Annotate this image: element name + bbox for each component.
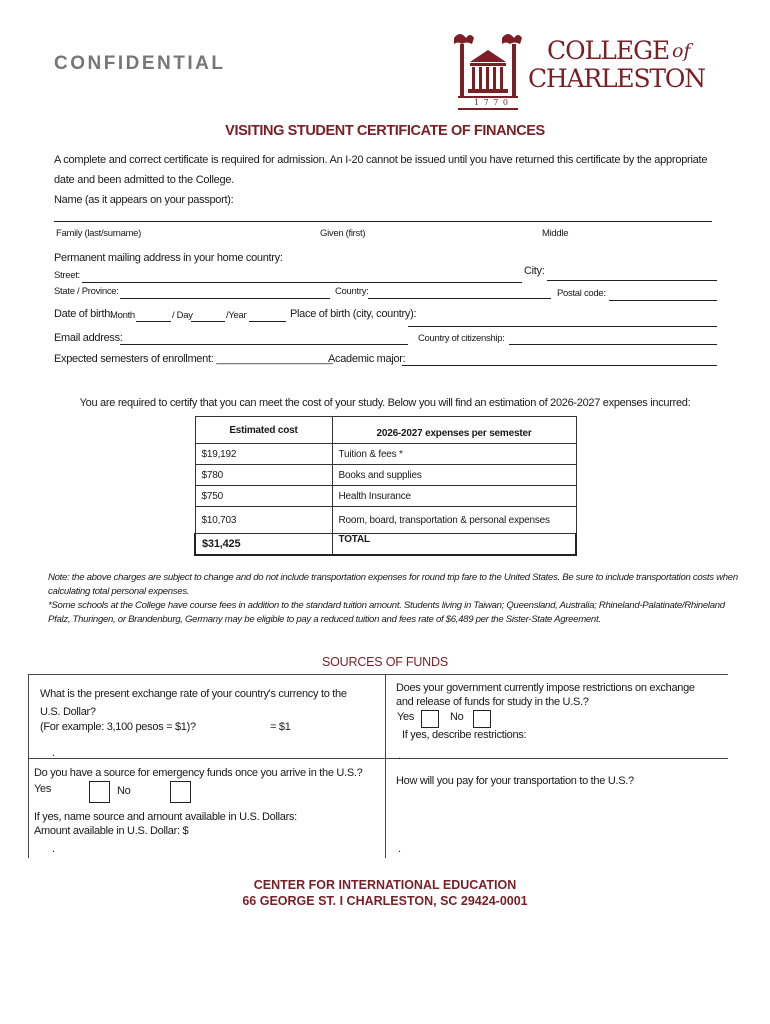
state-field[interactable] <box>120 298 330 299</box>
name-line[interactable] <box>54 221 712 222</box>
semesters-label: Expected semesters of enrollment: ____________________ <box>54 353 333 365</box>
logo-college: COLLEGE <box>547 36 670 65</box>
dob-label: Date of birth: <box>54 308 113 320</box>
sources-top-border <box>28 674 728 676</box>
middle-name-label: Middle <box>542 228 569 239</box>
dob-year-label: /Year <box>226 310 247 321</box>
place-of-birth-field[interactable] <box>408 326 717 327</box>
emergency-yes-checkbox[interactable] <box>89 781 110 803</box>
emergency-source-label: If yes, name source and amount available in U.S. Dollars: <box>34 811 297 823</box>
country-label: Country: <box>335 286 369 297</box>
emergency-answer-dot[interactable]: . <box>52 843 55 855</box>
item-cell: Tuition & fees * <box>332 444 576 465</box>
restrictions-no-checkbox[interactable] <box>473 710 491 728</box>
certify-text: You are required to certify that you can meet the cost of your study. Below you will find an estimation of 2026-2027 expenses incurred: <box>79 397 691 409</box>
emergency-funds-question: Do you have a source for emergency funds once you arrive in the U.S.? <box>34 767 363 779</box>
sources-left-border <box>28 674 29 758</box>
address-label: Permanent mailing address in your home country: <box>54 252 283 264</box>
cost-table <box>194 416 577 556</box>
intro-paragraph: A complete and correct certificate is required for admission. An I-20 cannot be issued until you have returned this certificate by the appropriate date and been admitted to the College. <box>54 154 708 186</box>
major-label: Academic major: <box>328 353 406 365</box>
state-label: State / Province: <box>54 286 119 297</box>
sources-row-divider <box>28 758 728 759</box>
cost-table-header <box>195 417 576 444</box>
cost-cell: $19,192 <box>195 444 332 465</box>
amount-available-label: Amount available in U.S. Dollar: $ <box>34 825 189 837</box>
college-logo <box>448 28 728 113</box>
table-row <box>195 465 576 486</box>
charges-note: Note: the above charges are subject to change and do not include transportation expenses for round trip fare to the United States. Be sure to include transportation costs when calculating total personal expenses. <box>48 572 738 597</box>
dob-year-field[interactable] <box>249 321 286 322</box>
country-field[interactable] <box>368 298 551 299</box>
major-field[interactable] <box>402 365 717 366</box>
transportation-answer-dot[interactable]: . <box>398 843 401 855</box>
footer-address: 66 GEORGE ST. I CHARLESTON, SC 29424-0001 <box>242 894 528 908</box>
header-estimated-cost: Estimated cost <box>195 417 332 444</box>
dob-month-label: Month <box>110 310 135 321</box>
given-name-label: Given (first) <box>320 228 366 239</box>
item-cell: Health Insurance <box>332 486 576 507</box>
total-row <box>195 534 576 556</box>
restrictions-no-label: No <box>450 711 464 723</box>
name-label: Name (as it appears on your passport): <box>54 194 234 206</box>
place-of-birth-label: Place of birth (city, country): <box>290 308 417 320</box>
table-row <box>195 507 576 534</box>
city-label: City: <box>524 265 545 277</box>
citizenship-field[interactable] <box>509 344 717 345</box>
street-field[interactable] <box>82 282 522 283</box>
cost-cell: $10,703 <box>195 507 332 534</box>
total-cost: $31,425 <box>195 534 332 556</box>
item-cell: Room, board, transportation & personal expenses <box>332 507 576 534</box>
restrictions-yes-checkbox[interactable] <box>421 710 439 728</box>
dob-day-field[interactable] <box>191 321 225 322</box>
restrictions-answer-dot[interactable]: . <box>398 750 401 762</box>
sources-middle-border <box>385 674 386 758</box>
confidential-label: CONFIDENTIAL <box>54 53 226 74</box>
footer-office: CENTER FOR INTERNATIONAL EDUCATION <box>253 878 517 892</box>
restrictions-question: Does your government currently impose restrictions on exchange and release of funds for study in the U.S.? <box>396 682 695 708</box>
dob-day-label: / Day <box>172 310 193 321</box>
table-row <box>195 486 576 507</box>
header-expenses: 2026-2027 expenses per semester <box>332 417 576 444</box>
postal-code-label: Postal code: <box>557 288 606 299</box>
sources-left-border-2 <box>28 758 29 858</box>
exchange-rate-equals: = $1 <box>270 721 291 733</box>
family-name-label: Family (last/surname) <box>56 228 142 239</box>
table-row <box>195 444 576 465</box>
logo-year: 1 7 7 0 <box>474 98 509 107</box>
exchange-rate-question: What is the present exchange rate of your country's currency to the U.S. Dollar? <box>40 688 347 718</box>
item-cell: Books and supplies <box>332 465 576 486</box>
emergency-yes-label: Yes <box>34 783 52 795</box>
email-field[interactable] <box>120 344 408 345</box>
citizenship-label: Country of citizenship: <box>418 333 505 344</box>
sources-title: SOURCES OF FUNDS <box>322 655 448 669</box>
restrictions-yes-label: Yes <box>397 711 415 723</box>
postal-code-field[interactable] <box>609 300 717 301</box>
logo-of: of <box>672 40 691 62</box>
transportation-question: How will you pay for your transportation to the U.S.? <box>396 775 634 787</box>
street-label: Street: <box>54 270 80 281</box>
logo-charleston: CHARLESTON <box>528 64 705 93</box>
emergency-no-checkbox[interactable] <box>170 781 191 803</box>
cost-cell: $750 <box>195 486 332 507</box>
sources-middle-border-2 <box>385 758 386 858</box>
restrictions-describe-label: If yes, describe restrictions: <box>402 729 527 741</box>
exchange-answer-dot[interactable]: . <box>52 747 55 759</box>
course-fees-note: *Some schools at the College have course fees in addition to the standard tuition amount. Students living in Taiwan; Queensland, Australia; Rhineland-Palatinate/Rhineland Pfalz, Thuringen, or Brandenburg, Germany may be eligible to pay a reduced tuition and fees rate of $6,489 per the Sister-State Agreement. <box>48 600 725 625</box>
dob-month-field[interactable] <box>136 321 171 322</box>
cost-cell: $780 <box>195 465 332 486</box>
total-label: TOTAL <box>332 534 576 556</box>
emergency-no-label: No <box>117 785 131 797</box>
form-title: VISITING STUDENT CERTIFICATE OF FINANCES <box>225 123 545 139</box>
city-field[interactable] <box>547 280 717 281</box>
exchange-rate-example: (For example: 3,100 pesos = $1)? <box>40 721 196 733</box>
email-label: Email address: <box>54 332 123 344</box>
